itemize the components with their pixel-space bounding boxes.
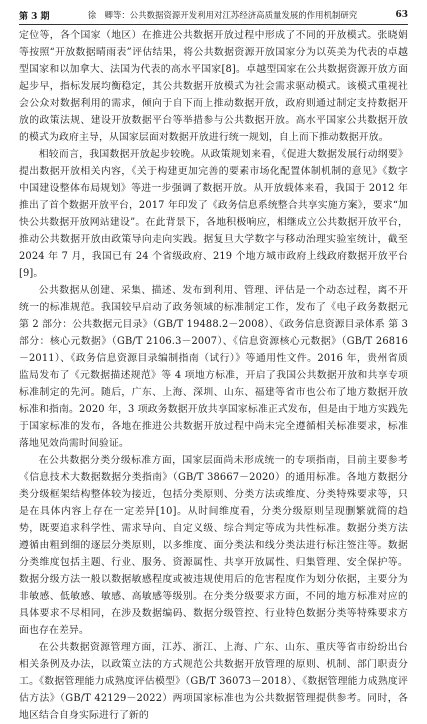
page-number: 63: [395, 10, 408, 20]
paragraph-data-opening-in-china: 相较而言，我国数据开放起步较晚。从政策规划来看，《促进大数据发展行动纲要》提出数据开放相关内容，《关于构建更加完善的要素市场化配置体制机制的意见》《数字中国建设整体布局规划》等进一步强调了数据开放。从开放载体来看，我国于 2012 年推出了首个数据开放平台，2017 年印发了《政务信息系统整合共享实施方案》，要求“加快公共数据开放网站建设”。在此背景下，各地积极响应，相继成立公共数据开放平台，推动公共数据开放由政策导向走向实践。据复旦大学数字与移动治理实验室统计，截至 2024 年 7 月，我国已有 24 个省级政府、219 个地方城市政府上线政府数据开放平台[9]。: [19, 149, 408, 279]
header-rule: [19, 24, 408, 25]
paragraph-resource-management: 在公共数据资源管理方面，江苏、浙江、上海、广东、山东、重庆等省市纷纷出台相关条例及办法，以政策立法的方式规范公共数据开放管理的原则、机制、部门职责分工。《数据管理能力成熟度评估模型》（GB/T 36073－2018）、《数据管理能力成熟度评估方法》（GB/T 42129－2022）两项国家标准也为公共数据管理提供参考。同时，各地区结合自身实际进行了新的: [19, 642, 408, 721]
paragraph-continued: 定位等，各个国家（地区）在推进公共数据开放过程中形成了不同的开放模式。张晓娟等按照“开放数据晴雨表”评估结果，将公共数据资源开放国家分为以英美为代表的卓越型国家和以加拿大、法国为代表的高水平国家[8]。卓越型国家在公共数据资源开放方面起步早，指标发展均衡稳定，其公共数据开放模式为社会需求驱动模式。该模式重视社会公众对数据利用的需求，倾向于自下而上推动数据开放，政府则通过制定支持数据开放的政策法规、建设开放数据平台等举措参与公共数据开放。高水平国家公共数据开放的模式为政府主导，从国家层面对数据开放进行统一规划，自上而下推动数据开放。: [19, 30, 408, 143]
issue-number: 第 3 期: [19, 11, 50, 22]
running-header: [19, 8, 408, 22]
running-title: 徐 卿等：公共数据资源开发利用对江苏经济高质量发展的作用机制研究: [87, 10, 358, 20]
article-body: [19, 27, 408, 721]
paragraph-standards: 公共数据从创建、采集、描述、发布到利用、管理、评估是一个动态过程，离不开统一的标准规范。我国较早启动了政务领域的标准制定工作，发布了《电子政务数据元 第 2 部分：公共数据元目录》（GB/T 19488.2－2008）、《政务信息资源目录体系 第 3 部分：核心元数据》（GB/T 2106.3－2007）、《信息资源核心元数据》（GB/T 26816－2011）、《政务信息资源目录编制指南（试行）》等通用性文件。2016 年，贵州省质监局发布了《元数据描述规范》等 4 项地方标准，开启了我国公共数据开放和共享专项标准制定的先河。随后，广东、上海、深圳、山东、福建等省市也公布了地方数据开放标准和指南。2020 年，3 项政务数据开放共享国家标准正式发布，但是由于地方实践先于国家标准的发布，各地在推进公共数据开放过程中尚未完全遵循相关标准要求，标准落地见效尚需时间验证。: [19, 285, 408, 449]
paragraph-classification-grading: 在公共数据分类分级标准方面，国家层面尚未形成统一的专项指南，目前主要参考《信息技术大数据数据分类指南》（GB/T 38667－2020）的通用标准。各地方数据分类分级框架结构整体较为接近，包括分类原则、分类方法或维度、分类特殊要求等，只是在具体内容上存在一定差异[10]。从时间维度看，分类分级原则呈现删繁就简的趋势，既要追求科学性、需求导向、自定义级、综合判定等成为共性标准。数据分类方法遵循由粗到细的逐层分类原则，以多维度、面分类法和线分类法进行标注签注等。数据分类维度包括主题、行业、服务、资源属性、共享开放属性、归集管理、安全保护等。数据分级方法一般以数据敏感程度或被违规使用后的危害程度作为划分依据，主要分为非敏感、低敏感、敏感、高敏感等级别。在分类分级要求方面，不同的地方标准对应的具体要求不尽相同，在涉及数据编码、数据分级管控、行业特色数据分类等特殊要求方面也存在差异。: [19, 455, 408, 636]
